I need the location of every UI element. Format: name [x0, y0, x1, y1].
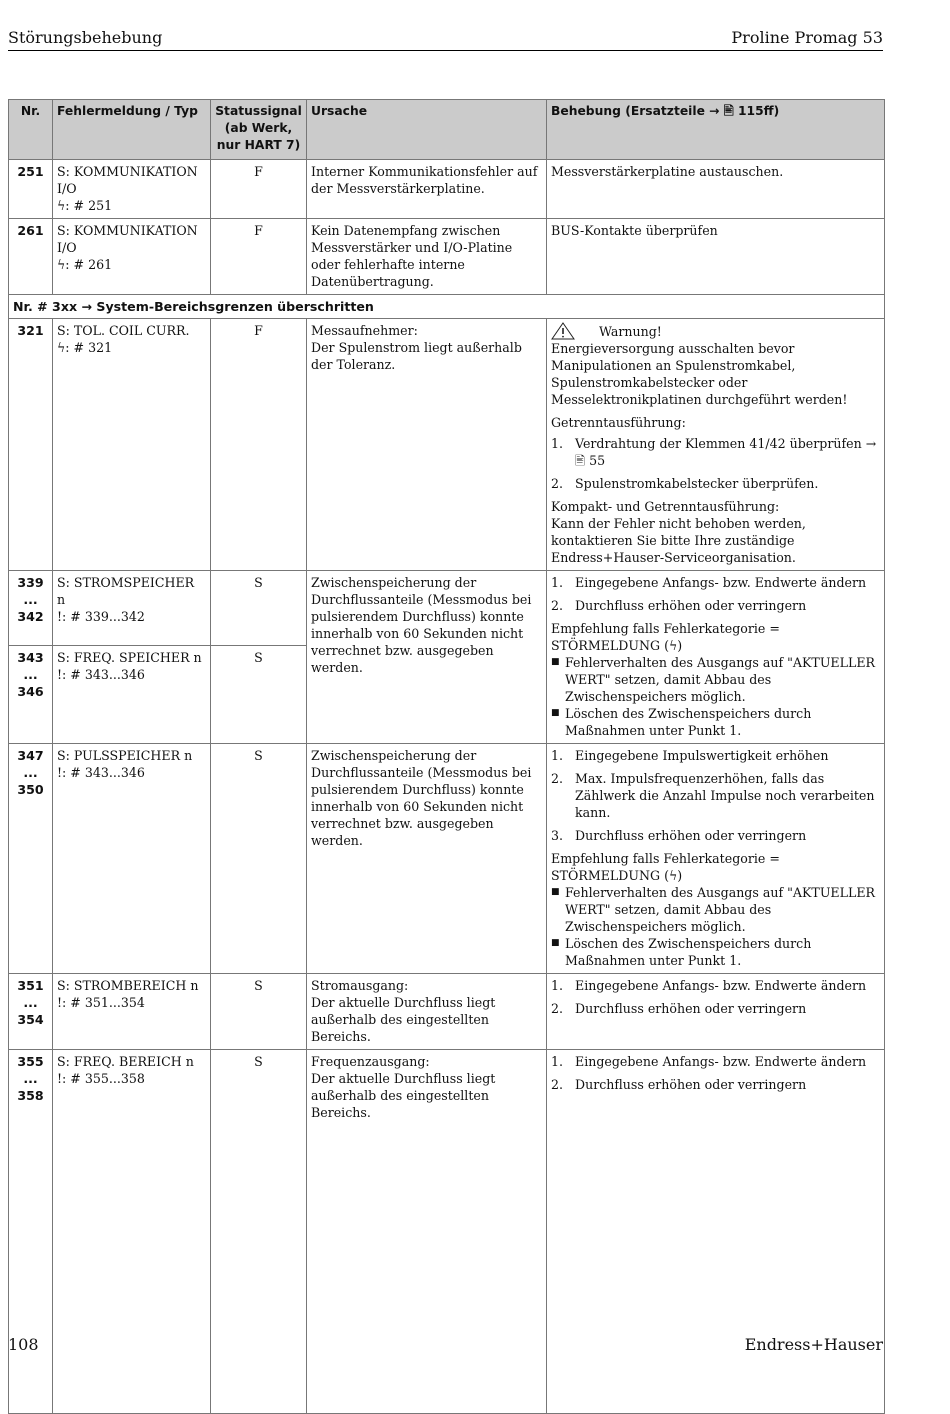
row-status: S	[211, 1050, 307, 1414]
row-nr: 251	[9, 160, 53, 219]
col-cause: Ursache	[307, 100, 547, 160]
steps-list	[551, 1053, 880, 1093]
list-item: 2. Max. Impulsfrequenzerhöhen, falls das Zählwerk die Anzahl Impulse noch verarbeiten kann.	[551, 771, 875, 820]
table-row	[9, 160, 885, 219]
row-nr: 339 ... 342	[9, 571, 53, 646]
row-fix	[547, 1050, 885, 1414]
row-status: S	[211, 974, 307, 1050]
steps-list	[551, 574, 880, 614]
group-row	[9, 295, 885, 319]
list-item: ■ Löschen des Zwischenspeichers durch Maßnahmen unter Punkt 1.	[551, 706, 812, 738]
list-item: 1. Eingegebene Anfangs- bzw. Endwerte ändern	[551, 978, 867, 993]
row-message: S: STROMSPEICHER n !: # 339...342	[53, 571, 211, 646]
row-status: F	[211, 319, 307, 571]
row-status: F	[211, 160, 307, 219]
row-cause: Messaufnehmer: Der Spulenstrom liegt außerhalb der Toleranz.	[307, 319, 547, 571]
row-message: S: TOL. COIL CURR. ϟ: # 321	[53, 319, 211, 571]
list-item: 3. Durchfluss erhöhen oder verringern	[551, 828, 807, 843]
row-message: S: KOMMUNIKATION I/O ϟ: # 261	[53, 219, 211, 295]
table-row	[9, 219, 885, 295]
page-header	[8, 28, 883, 51]
row-message: S: FREQ. SPEICHER n !: # 343...346	[53, 646, 211, 744]
row-status: F	[211, 219, 307, 295]
col-fix: Behebung (Ersatzteile → 🖹 115ff)	[547, 100, 885, 160]
row-status: S	[211, 744, 307, 974]
brand-name: Endress+Hauser	[744, 1335, 883, 1354]
row-cause: Kein Datenempfang zwischen Messverstärker und I/O-Platine oder fehlerhafte interne Datenübertragung.	[307, 219, 547, 295]
table-row	[9, 571, 885, 646]
row-cause: Interner Kommunikationsfehler auf der Messverstärkerplatine.	[307, 160, 547, 219]
list-item: 2. Durchfluss erhöhen oder verringern	[551, 1001, 807, 1016]
row-status: S	[211, 571, 307, 646]
list-item: 1. Eingegebene Impulswertigkeit erhöhen	[551, 748, 829, 763]
table-row	[9, 319, 885, 571]
row-cause: Zwischenspeicherung der Durchflussanteile (Messmodus bei pulsierendem Durchfluss) konnte innerhalb von 60 Sekunden nicht verrechnet bzw. ausgegeben werden.	[307, 744, 547, 974]
list-item: ■ Fehlerverhalten des Ausgangs auf "AKTUELLER WERT" setzen, damit Abbau des Zwischenspeichers möglich.	[551, 885, 876, 934]
page-number: 108	[8, 1335, 39, 1354]
list-item: 1. Verdrahtung der Klemmen 41/42 überprüfen → 🖹 55	[551, 436, 877, 468]
row-nr: 347 ... 350	[9, 744, 53, 974]
row-status: S	[211, 646, 307, 744]
steps-list	[551, 747, 880, 844]
error-table	[8, 99, 885, 1414]
row-fix: BUS-Kontakte überprüfen	[547, 219, 885, 295]
list-item: ■ Fehlerverhalten des Ausgangs auf "AKTUELLER WERT" setzen, damit Abbau des Zwischenspeichers möglich.	[551, 655, 876, 704]
col-status: Statussignal (ab Werk, nur HART 7)	[211, 100, 307, 160]
row-fix: 1. Eingegebene Impulswertigkeit erhöhen 2. Max. Impulsfrequenzerhöhen, falls das Zählwerk die Anzahl Impulse noch verarbeiten kann. 3. Durchfluss erhöhen oder verringern Empfehlung falls Fehlerkategorie = STÖRMELDUNG (ϟ) ■ Fehlerverhalten des Ausgangs auf "AKTUELLER WERT" setzen, damit Abbau des Zwischenspeichers möglich. ■ Löschen des Zwischenspeichers durch Maßnahmen unter Punkt 1.	[547, 744, 885, 974]
table-row	[9, 1050, 885, 1414]
row-cause: Stromausgang: Der aktuelle Durchfluss liegt außerhalb des eingestellten Bereichs.	[307, 974, 547, 1050]
list-item: 1. Eingegebene Anfangs- bzw. Endwerte ändern	[551, 575, 867, 590]
warning-block	[551, 322, 880, 340]
row-fix: 1. Eingegebene Anfangs- bzw. Endwerte ändern 2. Durchfluss erhöhen oder verringern Empfehlung falls Fehlerkategorie = STÖRMELDUNG (ϟ) ■ Fehlerverhalten des Ausgangs auf "AKTUELLER WERT" setzen, damit Abbau des Zwischenspeichers möglich. ■ Löschen des Zwischenspeichers durch Maßnahmen unter Punkt 1.	[547, 571, 885, 744]
row-fix: Warnung! Energieversorgung ausschalten bevor Manipulationen an Spulenstromkabel, Spulenstromkabelstecker oder Messelektronikplatinen durchgeführt werden! Getrenntausführung: 1. Verdrahtung der Klemmen 41/42 überprüfen → 🖹 55 2. Spulenstromkabelstecker überprüfen. Kompakt- und Getrenntausführung: Kann der Fehler nicht behoben werden, kontaktieren Sie bitte Ihre zuständige Endress+Hauser-Serviceorganisation.	[547, 319, 885, 571]
warning-text: Energieversorgung ausschalten bevor Manipulationen an Spulenstromkabel, Spulenstromkabelstecker oder Messelektronikplatinen durchgeführt werden!	[551, 341, 848, 407]
row-cause: Zwischenspeicherung der Durchflussanteile (Messmodus bei pulsierendem Durchfluss) konnte innerhalb von 60 Sekunden nicht verrechnet bzw. ausgegeben werden.	[307, 571, 547, 744]
list-item: 2. Spulenstromkabelstecker überprüfen.	[551, 476, 819, 491]
row-nr: 343 ... 346	[9, 646, 53, 744]
row-nr: 355 ... 358	[9, 1050, 53, 1414]
row-nr: 351 ... 354	[9, 974, 53, 1050]
warning-title: Warnung!	[599, 323, 662, 339]
col-nr: Nr.	[9, 100, 53, 160]
list-item: 1. Eingegebene Anfangs- bzw. Endwerte ändern	[551, 1054, 867, 1069]
row-message: S: PULSSPEICHER n !: # 343...346	[53, 744, 211, 974]
row-message: S: KOMMUNIKATION I/O ϟ: # 251	[53, 160, 211, 219]
section-title: Störungsbehebung	[8, 28, 163, 47]
table-row	[9, 974, 885, 1050]
product-title: Proline Promag 53	[731, 28, 883, 47]
list-item: 2. Durchfluss erhöhen oder verringern	[551, 598, 807, 613]
col-message: Fehlermeldung / Typ	[53, 100, 211, 160]
bullet-list	[551, 884, 880, 969]
steps-list	[551, 435, 880, 492]
list-item: ■ Löschen des Zwischenspeichers durch Maßnahmen unter Punkt 1.	[551, 936, 812, 968]
warning-icon	[551, 322, 575, 340]
row-message: S: FREQ. BEREICH n !: # 355...358	[53, 1050, 211, 1414]
table-header-row	[9, 100, 885, 160]
group-heading: Nr. # 3xx → System-Bereichsgrenzen überschritten	[9, 295, 885, 319]
row-message: S: STROMBEREICH n !: # 351...354	[53, 974, 211, 1050]
row-fix	[547, 974, 885, 1050]
row-nr: 261	[9, 219, 53, 295]
bullet-list	[551, 654, 880, 739]
list-item: 2. Durchfluss erhöhen oder verringern	[551, 1077, 807, 1092]
table-row	[9, 744, 885, 974]
row-nr: 321	[9, 319, 53, 571]
steps-list	[551, 977, 880, 1017]
row-cause: Frequenzausgang: Der aktuelle Durchfluss liegt außerhalb des eingestellten Bereichs.	[307, 1050, 547, 1414]
row-fix: Messverstärkerplatine austauschen.	[547, 160, 885, 219]
